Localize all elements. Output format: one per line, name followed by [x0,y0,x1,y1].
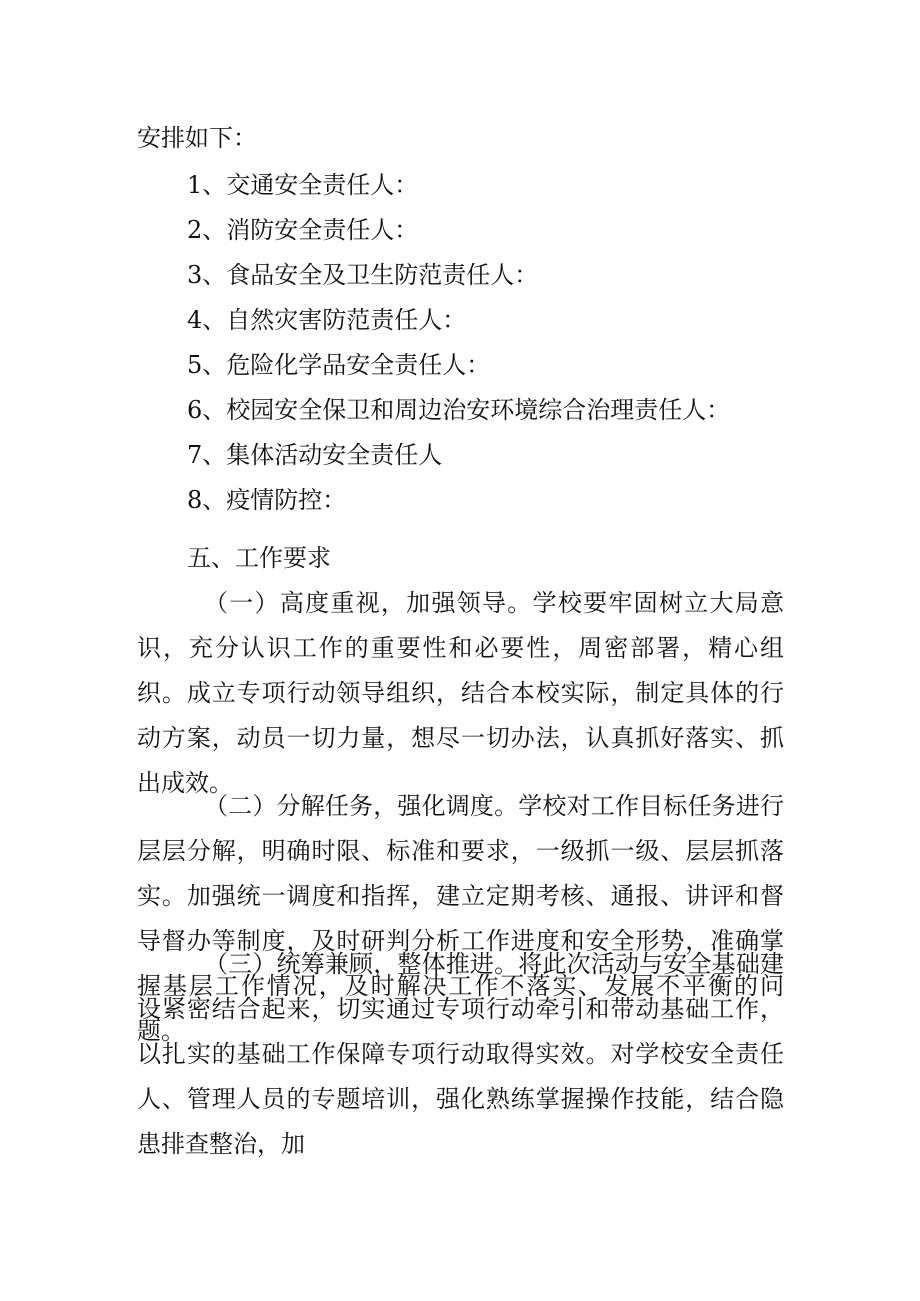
list-item-epidemic-control: 8、疫情防控： [187,486,347,514]
list-item-hazardous-chemicals: 5、危险化学品安全责任人： [187,351,491,379]
list-item-fire-safety: 2、消防安全责任人： [187,216,419,244]
list-item-group-activity: 7、集体活动安全责任人 [187,441,443,469]
paragraph-1: （一）高度重视，加强领导。学校要牢固树立大局意识，充分认识工作的重要性和必要性，周密部署，精心组织。成立专项行动领导组织，结合本校实际，制定具体的行动方案，动员一切力量，想尽一切办法，认真抓好落实、抓出成效。 [137,589,784,797]
section-heading: 五、工作要求 [187,544,331,572]
paragraph-3: （三）统筹兼顾，整体推进。将此次活动与安全基础建设紧密结合起来，切实通过专项行动牵引和带动基础工作，以扎实的基础工作保障专项行动取得实效。对学校安全责任人、管理人员的专题培训，强化熟练掌握操作技能，结合隐患排查整治，加 [137,950,784,1158]
list-item-natural-disaster: 4、自然灾害防范责任人： [187,306,467,334]
paragraph-2: （二）分解任务，强化调度。学校对工作目标任务进行层层分解，明确时限、标准和要求，一级抓一级、层层抓落实。加强统一调度和指挥，建立定期考核、通报、讲评和督导督办等制度，及时研判分析工作进度和安全形势，准确掌握基层工作情况，及时解决工作不落实、发展不平衡的问题。 [137,792,784,1045]
list-item-food-safety: 3、食品安全及卫生防范责任人： [187,261,539,289]
list-item-traffic-safety: 1、交通安全责任人： [187,171,419,199]
list-item-campus-security: 6、校园安全保卫和周边治安环境综合治理责任人： [187,396,731,424]
intro-text: 安排如下： [137,124,257,152]
